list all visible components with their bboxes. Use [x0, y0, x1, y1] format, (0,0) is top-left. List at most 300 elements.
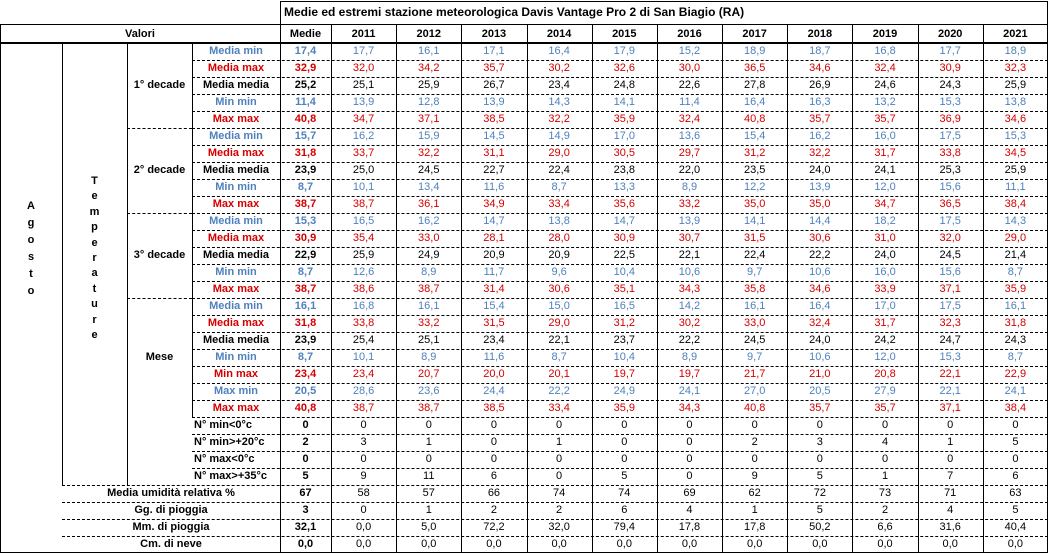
- month-letter: o: [27, 234, 35, 246]
- year-value: 20,9: [548, 249, 570, 261]
- year-value: 15,4: [483, 300, 505, 312]
- year-value: 14,9: [548, 130, 570, 142]
- row-label: Max min: [213, 385, 258, 397]
- year-value: 0: [360, 453, 367, 465]
- year-value: 13,3: [613, 181, 636, 193]
- year-value: 32,0: [939, 232, 961, 244]
- year-value: 20,5: [809, 385, 831, 397]
- year-value: 25,0: [352, 164, 375, 176]
- summary-dashed-separator: [62, 519, 1048, 520]
- year-value: 38,4: [1004, 402, 1027, 414]
- year-value: 9,6: [551, 266, 567, 278]
- year-value: 13,4: [418, 181, 440, 193]
- year-value: 22,1: [939, 368, 961, 380]
- year-value: 32,4: [678, 113, 701, 125]
- year-value: 74: [618, 487, 631, 499]
- year-value: 19,7: [678, 368, 701, 380]
- category-letter: p: [91, 221, 98, 234]
- year-value: 21,4: [1004, 249, 1027, 261]
- count-label: N° max<0°c: [194, 453, 255, 465]
- year-value: 26,7: [483, 79, 505, 91]
- year-value: 0: [947, 419, 954, 431]
- year-value: 9,7: [747, 266, 763, 278]
- year-value: 34,9: [483, 198, 505, 210]
- year-value: 16,2: [809, 130, 831, 142]
- year-value: 0: [1012, 419, 1019, 431]
- header-year: 2021: [1003, 28, 1028, 40]
- year-value: 31,2: [743, 147, 766, 159]
- year-value: 14,7: [613, 215, 636, 227]
- row-dashed-separator: [192, 298, 1048, 299]
- year-value: 14,4: [809, 215, 831, 227]
- medie-value: 5: [302, 470, 309, 482]
- year-value: 2: [556, 504, 563, 516]
- year-value: 0,0: [681, 538, 698, 550]
- year-value: 20,7: [418, 368, 440, 380]
- year-value: 0,0: [551, 538, 567, 550]
- year-value: 34,3: [678, 402, 701, 414]
- year-value: 24,4: [483, 385, 505, 397]
- year-value: 33,8: [939, 147, 961, 159]
- year-value: 32,3: [939, 317, 961, 329]
- year-value: 36,1: [418, 198, 440, 210]
- year-value: 15,0: [548, 300, 570, 312]
- year-value: 16,1: [418, 45, 440, 57]
- row-dashed-separator: [192, 179, 1048, 180]
- category-vertical-label: [88, 174, 102, 343]
- medie-value: 38,7: [294, 283, 317, 295]
- year-value: 19,7: [613, 368, 636, 380]
- year-value: 0: [490, 453, 497, 465]
- medie-value: 40,8: [294, 402, 317, 414]
- year-value: 10,4: [613, 266, 636, 278]
- year-value: 0: [686, 436, 693, 448]
- year-value: 23,4: [483, 334, 505, 346]
- year-divider: [983, 24, 984, 553]
- year-value: 31,4: [483, 283, 505, 295]
- year-value: 22,6: [678, 79, 701, 91]
- summary-label: Gg. di pioggia: [134, 504, 208, 516]
- year-value: 24,9: [418, 249, 440, 261]
- row-label: Media max: [207, 62, 265, 74]
- year-value: 17,5: [939, 300, 961, 312]
- year-value: 24,3: [939, 79, 961, 91]
- year-value: 22,9: [1004, 368, 1027, 380]
- medie-value: 8,7: [297, 181, 314, 193]
- row-label: Media max: [207, 147, 265, 159]
- medie-value: 2: [302, 436, 309, 448]
- year-value: 24,9: [613, 385, 636, 397]
- year-value: 38,4: [1004, 198, 1027, 210]
- year-value: 37,1: [939, 283, 961, 295]
- row-dashed-separator: [192, 111, 1048, 112]
- row-label: Min min: [215, 351, 257, 363]
- year-value: 63: [1009, 487, 1022, 499]
- year-value: 14,7: [483, 215, 505, 227]
- summary-label: Cm. di neve: [140, 538, 202, 550]
- year-value: 23,8: [613, 164, 636, 176]
- year-value: 4: [881, 436, 889, 448]
- year-value: 30,6: [548, 283, 570, 295]
- year-value: 66: [487, 487, 501, 499]
- year-value: 22,1: [678, 249, 701, 261]
- row-label: Max max: [212, 113, 260, 125]
- year-value: 35,0: [809, 198, 831, 210]
- year-value: 35,7: [809, 113, 831, 125]
- row-label: Max max: [212, 402, 260, 414]
- year-value: 72: [813, 487, 826, 499]
- medie-value: 23,9: [294, 164, 317, 176]
- year-value: 12,2: [743, 181, 766, 193]
- year-value: 23,4: [548, 79, 570, 91]
- year-value: 32,0: [548, 521, 570, 533]
- year-value: 32,4: [809, 317, 831, 329]
- year-value: 69: [683, 487, 696, 499]
- year-value: 72,2: [483, 521, 505, 533]
- year-value: 0: [686, 470, 693, 482]
- group-dashed-separator: [127, 213, 192, 214]
- year-value: 32,4: [874, 62, 896, 74]
- group-dashed-separator: [127, 298, 192, 299]
- year-value: 34,2: [418, 62, 440, 74]
- year-value: 1: [881, 470, 889, 482]
- row-dashed-separator: [192, 315, 1048, 316]
- header-valori: Valori: [125, 28, 155, 40]
- year-value: 25,9: [1004, 164, 1027, 176]
- year-value: 57: [422, 487, 435, 499]
- col-a-divider: [62, 43, 63, 485]
- medie-value: 0,0: [297, 538, 314, 550]
- year-value: 0: [556, 419, 563, 431]
- year-value: 17,7: [939, 45, 961, 57]
- summary-label: Mm. di pioggia: [132, 521, 210, 533]
- year-value: 23,4: [352, 368, 375, 380]
- year-value: 10,6: [809, 351, 831, 363]
- year-value: 32,3: [1004, 62, 1027, 74]
- year-divider: [918, 24, 919, 553]
- row-dashed-separator: [192, 94, 1048, 95]
- year-value: 8,7: [1007, 266, 1024, 278]
- category-letter: e: [91, 190, 98, 203]
- header-year: 2013: [481, 28, 507, 40]
- year-value: 79,4: [613, 521, 636, 533]
- year-value: 24,0: [809, 334, 831, 346]
- row-dashed-separator: [192, 366, 1048, 367]
- year-value: 34,3: [678, 283, 701, 295]
- year-value: 31,7: [874, 317, 896, 329]
- header-year: 2020: [937, 28, 963, 40]
- year-value: 11,4: [679, 96, 700, 108]
- year-value: 11,1: [1005, 181, 1026, 193]
- year-value: 15,6: [939, 266, 961, 278]
- year-value: 31,0: [874, 232, 896, 244]
- medie-value: 15,7: [294, 130, 317, 142]
- year-value: 0: [425, 419, 432, 431]
- year-value: 0: [621, 453, 628, 465]
- year-value: 27,8: [743, 79, 766, 91]
- header-year: 2018: [807, 28, 833, 40]
- row-label: Media min: [209, 45, 263, 57]
- group-label: 1° decade: [133, 79, 186, 91]
- year-value: 34,6: [809, 62, 831, 74]
- year-value: 11,6: [483, 181, 505, 193]
- year-value: 8,7: [551, 351, 567, 363]
- year-value: 16,1: [743, 300, 766, 312]
- medie-value: 0: [302, 419, 309, 431]
- year-value: 16,2: [352, 130, 375, 142]
- medie-value: 11,4: [295, 96, 316, 108]
- category-letter: a: [91, 267, 98, 280]
- medie-value: 32,1: [294, 521, 317, 533]
- header-year: 2016: [677, 28, 702, 40]
- year-value: 21,7: [743, 368, 766, 380]
- year-value: 16,8: [874, 45, 896, 57]
- year-value: 0,0: [616, 538, 632, 550]
- year-value: 13,9: [809, 181, 831, 193]
- year-value: 16,1: [418, 300, 440, 312]
- row-dashed-separator: [192, 145, 1048, 146]
- year-value: 0: [947, 453, 954, 465]
- year-value: 32,2: [809, 147, 831, 159]
- year-value: 16,5: [613, 300, 636, 312]
- year-value: 34,7: [874, 198, 896, 210]
- month-letter: o: [27, 285, 35, 297]
- year-divider: [396, 24, 397, 553]
- year-value: 0: [621, 419, 628, 431]
- year-value: 2: [881, 504, 889, 516]
- year-value: 16,1: [1004, 300, 1027, 312]
- year-value: 30,2: [548, 62, 570, 74]
- year-value: 16,2: [418, 215, 440, 227]
- year-value: 29,0: [548, 317, 570, 329]
- year-value: 8,9: [681, 181, 698, 193]
- medie-value: 16,1: [294, 300, 317, 312]
- year-value: 33,8: [352, 317, 375, 329]
- year-value: 36,9: [939, 113, 961, 125]
- year-value: 15,4: [743, 130, 766, 142]
- medie-value: 20,5: [294, 385, 317, 397]
- year-value: 10,4: [613, 351, 636, 363]
- count-dashed-separator: [192, 468, 1048, 469]
- year-value: 25,3: [939, 164, 961, 176]
- border-bottom: [0, 552, 1048, 553]
- year-value: 10,6: [809, 266, 831, 278]
- year-value: 25,1: [352, 79, 375, 91]
- year-value: 0: [556, 453, 563, 465]
- year-value: 0: [490, 436, 497, 448]
- year-value: 31,6: [939, 521, 961, 533]
- year-value: 35,8: [743, 283, 766, 295]
- year-value: 14,2: [678, 300, 701, 312]
- row-dashed-separator: [192, 264, 1048, 265]
- year-value: 0,0: [355, 521, 372, 533]
- year-value: 22,2: [678, 334, 701, 346]
- year-value: 18,7: [809, 45, 831, 57]
- year-value: 25,1: [418, 334, 440, 346]
- year-value: 17,0: [613, 130, 636, 142]
- year-value: 0,0: [747, 538, 763, 550]
- col-b-divider: [127, 43, 128, 485]
- year-value: 30,9: [939, 62, 961, 74]
- year-value: 38,5: [483, 113, 505, 125]
- medie-value: 15,3: [294, 215, 317, 227]
- year-value: 0: [881, 453, 889, 465]
- year-value: 9: [360, 470, 367, 482]
- year-value: 33,7: [352, 147, 375, 159]
- year-value: 15,2: [678, 45, 701, 57]
- row-label: Max max: [212, 283, 260, 295]
- year-value: 5: [816, 470, 823, 482]
- year-value: 15,6: [939, 181, 961, 193]
- category-letter: r: [92, 313, 97, 326]
- year-value: 7: [947, 470, 954, 482]
- row-dashed-separator: [192, 247, 1048, 248]
- count-label: N° max>+35°c: [194, 470, 268, 482]
- year-value: 21,0: [809, 368, 831, 380]
- row-dashed-separator: [192, 383, 1048, 384]
- year-value: 12,0: [874, 181, 896, 193]
- row-label: Max max: [212, 198, 260, 210]
- year-value: 20,9: [483, 249, 505, 261]
- row-label: Media min: [209, 300, 263, 312]
- year-value: 37,1: [418, 113, 440, 125]
- year-value: 2: [490, 504, 497, 516]
- year-value: 13,8: [548, 215, 570, 227]
- row-dashed-separator: [192, 213, 1048, 214]
- year-value: 0: [425, 453, 432, 465]
- year-value: 0: [1012, 453, 1019, 465]
- year-value: 25,9: [1004, 79, 1027, 91]
- year-value: 22,1: [939, 385, 961, 397]
- month-letter: A: [27, 200, 35, 212]
- year-value: 30,6: [809, 232, 831, 244]
- year-value: 74: [552, 487, 566, 499]
- count-dashed-separator: [192, 451, 1048, 452]
- year-value: 36,5: [939, 198, 961, 210]
- year-value: 50,2: [809, 521, 831, 533]
- year-value: 17,9: [613, 45, 636, 57]
- year-value: 15,3: [1004, 130, 1027, 142]
- year-value: 5: [1012, 504, 1019, 516]
- year-value: 1: [751, 504, 758, 516]
- year-value: 24,8: [613, 79, 636, 91]
- year-value: 1: [425, 436, 432, 448]
- year-value: 16,4: [548, 45, 570, 57]
- row-label: Media min: [209, 215, 263, 227]
- year-value: 22,4: [743, 249, 766, 261]
- row-dashed-separator: [192, 332, 1048, 333]
- border-left: [0, 24, 1, 553]
- year-value: 6: [490, 470, 497, 482]
- year-value: 35,7: [809, 402, 831, 414]
- year-value: 20,8: [874, 368, 896, 380]
- year-value: 62: [748, 487, 761, 499]
- year-value: 13,9: [483, 96, 505, 108]
- year-value: 32,2: [548, 113, 570, 125]
- year-value: 13,9: [352, 96, 375, 108]
- year-value: 22,7: [483, 164, 505, 176]
- year-value: 14,1: [613, 96, 636, 108]
- year-value: 1: [556, 436, 563, 448]
- medie-value: 40,8: [294, 113, 317, 125]
- year-value: 17,5: [939, 215, 961, 227]
- year-value: 35,7: [874, 402, 896, 414]
- row-label: Min min: [215, 266, 257, 278]
- year-value: 24,1: [1004, 385, 1027, 397]
- year-value: 23,5: [743, 164, 766, 176]
- year-value: 16,4: [743, 96, 766, 108]
- year-value: 12,6: [352, 266, 375, 278]
- year-value: 24,2: [874, 334, 896, 346]
- header-year: 2012: [416, 28, 441, 40]
- medie-value: 22,9: [294, 249, 317, 261]
- year-value: 23,7: [613, 334, 636, 346]
- medie-value: 8,7: [297, 351, 314, 363]
- group-label: 3° decade: [133, 249, 186, 261]
- header-year: 2019: [872, 28, 898, 40]
- year-value: 20,1: [548, 368, 570, 380]
- medie-value: 67: [299, 487, 312, 499]
- year-value: 31,1: [483, 147, 505, 159]
- year-value: 33,0: [743, 317, 766, 329]
- year-value: 35,9: [613, 113, 636, 125]
- year-value: 33,9: [874, 283, 896, 295]
- year-value: 35,1: [613, 283, 636, 295]
- year-value: 6,6: [877, 521, 893, 533]
- year-value: 0,0: [877, 538, 893, 550]
- row-label: Media media: [202, 164, 270, 176]
- year-value: 27,9: [874, 385, 896, 397]
- count-label: N° min<0°c: [194, 419, 253, 431]
- medie-value: 17,4: [294, 45, 317, 57]
- year-value: 40,4: [1004, 521, 1027, 533]
- year-value: 8,7: [551, 181, 567, 193]
- year-value: 17,7: [352, 45, 375, 57]
- medie-value: 31,8: [294, 147, 317, 159]
- year-value: 22,1: [548, 334, 570, 346]
- col-e-divider: [331, 24, 332, 553]
- summary-dashed-separator: [62, 502, 1048, 503]
- row-dashed-separator: [192, 162, 1048, 163]
- group-label: Mese: [145, 351, 174, 363]
- medie-value: 31,8: [294, 317, 317, 329]
- year-value: 13,8: [1004, 96, 1027, 108]
- header-top-border: [0, 24, 1048, 25]
- category-letter: e: [91, 236, 98, 249]
- year-value: 25,4: [352, 334, 375, 346]
- count-dashed-separator: [192, 434, 1048, 435]
- medie-value: 38,7: [294, 198, 317, 210]
- year-value: 24,6: [874, 79, 896, 91]
- year-value: 0,0: [355, 538, 372, 550]
- year-value: 40,8: [743, 113, 766, 125]
- year-value: 22,0: [678, 164, 701, 176]
- year-value: 15,3: [939, 96, 961, 108]
- row-label: Media max: [207, 232, 265, 244]
- year-value: 14,3: [548, 96, 570, 108]
- year-value: 13,6: [678, 130, 701, 142]
- year-value: 0: [360, 419, 367, 431]
- year-value: 27,0: [743, 385, 766, 397]
- year-value: 10,6: [678, 266, 701, 278]
- year-value: 13,2: [874, 96, 896, 108]
- row-dashed-separator: [192, 230, 1048, 231]
- year-value: 3: [816, 436, 823, 448]
- year-value: 29,0: [1004, 232, 1027, 244]
- year-value: 0: [816, 453, 823, 465]
- year-value: 28,6: [352, 385, 375, 397]
- row-label: Min min: [215, 96, 257, 108]
